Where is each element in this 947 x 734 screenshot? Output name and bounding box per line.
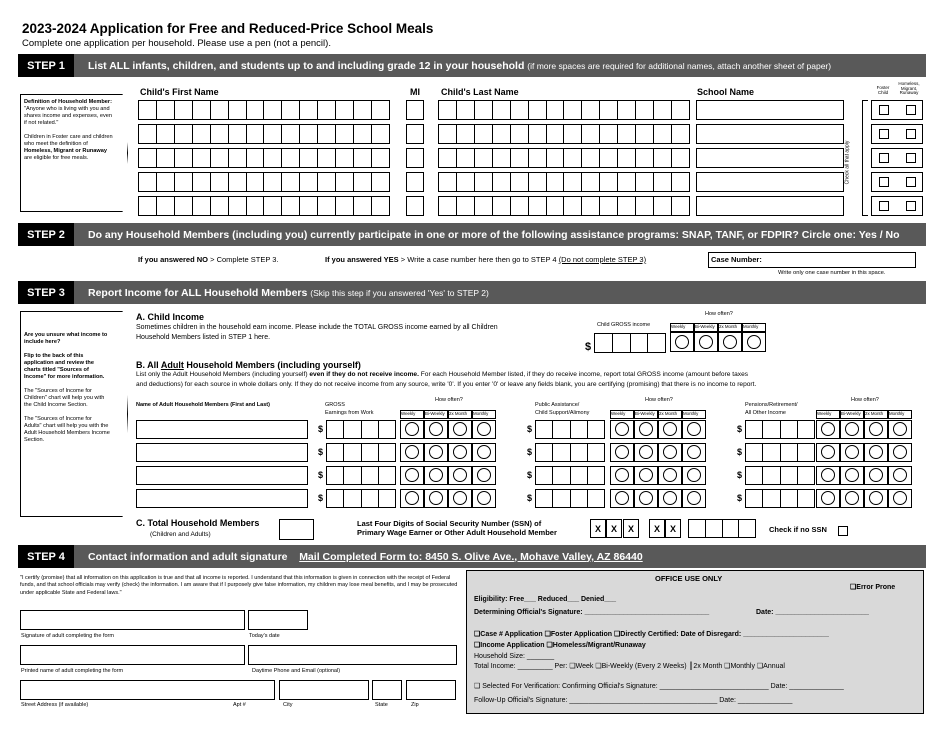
apt-label: Apt # (233, 702, 246, 708)
step2-yes-instruction: If you answered YES > Write a case number here then go to STEP 4 (Do not complete STEP 3) (325, 255, 647, 264)
step4-label: STEP 4 (18, 545, 74, 568)
child-frequency-option[interactable] (699, 335, 713, 349)
gross-earnings-freq-option[interactable] (453, 445, 467, 459)
child-last-name-input[interactable] (438, 172, 690, 192)
pension-other-freq-option[interactable] (821, 422, 835, 436)
step1-label: STEP 1 (18, 54, 74, 77)
gross-earnings-freq-label: Monthly (473, 411, 489, 416)
pension-other-freq-label: Bi-Weekly (841, 411, 861, 416)
page-subtitle: Complete one application per household. Please use a pen (not a pencil). (22, 38, 331, 49)
public-assistance-freq-label: Bi-Weekly (635, 411, 655, 416)
child-first-name-input[interactable] (138, 148, 390, 168)
zip-label: Zip (411, 702, 419, 708)
street-address-label: Street Address (if available) (21, 702, 89, 708)
printed-name-label: Printed name of adult completing the form (21, 668, 124, 674)
pension-other-freq-option[interactable] (845, 468, 859, 482)
gross-earnings-freq-label: Bi-Weekly (425, 411, 445, 416)
gross-earnings-freq-option[interactable] (429, 491, 443, 505)
check-all-that-apply: Check all that apply (844, 140, 851, 185)
public-assistance-freq-option[interactable] (687, 445, 701, 459)
pension-other-freq-label: 2x Month (865, 411, 884, 416)
adult-income-title: B. All Adult Household Members (including yourself) (136, 360, 361, 370)
step3-bar (18, 281, 926, 304)
public-assistance-freq-option[interactable] (687, 422, 701, 436)
step3-label: STEP 3 (18, 281, 74, 304)
child-last-name-input[interactable] (438, 148, 690, 168)
gross-earnings-amount-input[interactable] (326, 466, 396, 485)
col-last-name: Child's Last Name (441, 87, 519, 97)
gross-earnings-freq-option[interactable] (429, 422, 443, 436)
gross-earnings-freq-option[interactable] (477, 445, 491, 459)
homeless-checkbox[interactable] (906, 129, 916, 139)
child-last-name-input[interactable] (438, 100, 690, 120)
step2-text: Do any Household Members (including you) currently participate in one or more of the following assistance programs: SNAP, TANF, or FDPIR? Circle one: Yes / No (88, 228, 900, 241)
city-label: City (283, 702, 293, 708)
public-assistance-freq-option[interactable] (639, 491, 653, 505)
street-address-field[interactable] (20, 680, 275, 700)
public-assistance-dollar: $ (527, 447, 533, 457)
pension-other-freq-option[interactable] (869, 445, 883, 459)
step2-no-instruction: If you answered NO > Complete STEP 3. (138, 255, 279, 264)
office-selected: ❑ Selected For Verification: Confirming Official's Signature: ____________________________ Date: ______________ (474, 683, 844, 690)
child-mi-input[interactable] (406, 100, 424, 120)
total-members-input[interactable] (279, 519, 314, 540)
gross-earnings-freq-option[interactable] (477, 468, 491, 482)
homeless-checkbox[interactable] (906, 105, 916, 115)
public-assistance-amount-input[interactable] (535, 420, 605, 439)
public-assistance-amount-input[interactable] (535, 466, 605, 485)
pension-other-freq-label: Weekly (817, 411, 832, 416)
child-income-text2: Household Members listed in STEP 1 here. (136, 334, 271, 341)
public-assistance-freq-option[interactable] (615, 445, 629, 459)
pension-other-freq-option[interactable] (893, 422, 907, 436)
child-last-name-input[interactable] (438, 196, 690, 216)
adult-income-text1: List only the Adult Household Members (including yourself) even if they do not receive income. For each Household Member listed, if they do receive income, report total GROSS income (amount before taxes (136, 371, 749, 378)
child-mi-input[interactable] (406, 196, 424, 216)
step3-side-text: Are you unsure what income to include here? Flip to the back of this application and review the charts titled "Sources of Income" for more information. The "Sources of Income for Children" chart will help you with the Child Income Section. The "Sources of Income for Adults" chart will help you with the Adult Household Members Income Section. (24, 332, 110, 443)
office-household-size: Household Size: _______ (474, 653, 555, 660)
gross-earnings-freq-option[interactable] (453, 422, 467, 436)
pension-other-amount-input[interactable] (745, 420, 815, 439)
office-determining: Determining Official's Signature: ________________________________ (474, 609, 710, 616)
child-how-often-label: How often? (705, 311, 733, 317)
mail-address: Mail Completed Form to: 8450 S. Olive Ave., Mohave Valley, AZ 86440 (299, 550, 643, 563)
state-field[interactable] (372, 680, 402, 700)
ssn-masked-digit: X (623, 519, 639, 538)
public-assistance-freq-option[interactable] (639, 445, 653, 459)
col-school-name: School Name (697, 87, 755, 97)
gross-earnings-freq-option[interactable] (405, 468, 419, 482)
gross-earnings-freq-option[interactable] (429, 468, 443, 482)
foster-child-checkbox[interactable] (879, 201, 889, 211)
homeless-checkbox[interactable] (906, 153, 916, 163)
zip-field[interactable] (406, 680, 456, 700)
child-frequency-option[interactable] (723, 335, 737, 349)
public-assistance-freq-option[interactable] (639, 422, 653, 436)
public-assistance-freq-option[interactable] (615, 491, 629, 505)
child-first-name-input[interactable] (138, 196, 390, 216)
school-name-input[interactable] (696, 124, 844, 144)
pension-other-freq-option[interactable] (893, 468, 907, 482)
child-dollar: $ (585, 341, 592, 353)
gross-earnings-how-often: How often? (435, 397, 463, 403)
public-col-a: Public Assistance/ (535, 402, 580, 408)
certify-text: "I certify (promise) that all information on this application is true and that all income is reported. I understand that this information is given in connection with the receipt of Federal funds, and that school officials may verify (check) the information. I am aware that if I purposely give false information, my children may lose meal benefits, and I may be prosecuted under applicable State and Federal laws." (20, 575, 458, 596)
gross-earnings-amount-input[interactable] (326, 420, 396, 439)
gross-earnings-amount-input[interactable] (326, 489, 396, 508)
gross-earnings-dollar: $ (318, 447, 324, 457)
pension-other-freq-option[interactable] (893, 491, 907, 505)
school-name-input[interactable] (696, 100, 844, 120)
public-assistance-how-often: How often? (645, 397, 673, 403)
total-members-sub: (Children and Adults) (150, 531, 211, 538)
gross-earnings-dollar: $ (318, 493, 324, 503)
foster-child-checkbox[interactable] (879, 177, 889, 187)
public-assistance-freq-label: Weekly (611, 411, 626, 416)
public-assistance-freq-option[interactable] (639, 468, 653, 482)
child-first-name-input[interactable] (138, 100, 390, 120)
pension-col-a: Pensions/Retirement/ (745, 402, 798, 408)
child-first-name-input[interactable] (138, 172, 390, 192)
todays-date-label: Today's date (249, 633, 280, 639)
gross-earnings-freq-option[interactable] (477, 422, 491, 436)
child-frequency-header-label: Bi-Weekly (695, 324, 715, 329)
gross-col-a: GROSS (325, 402, 345, 408)
step3-text: Report Income for ALL Household Members (88, 286, 308, 299)
child-frequency-option[interactable] (747, 335, 761, 349)
public-assistance-dollar: $ (527, 493, 533, 503)
col-foster-child: Foster Child (876, 85, 890, 95)
pension-other-freq-option[interactable] (893, 445, 907, 459)
ssn-masked-digit: X (606, 519, 622, 538)
step3-note: (Skip this step if you answered 'Yes' to STEP 2) (310, 287, 489, 298)
pension-other-freq-option[interactable] (869, 422, 883, 436)
public-assistance-dollar: $ (527, 470, 533, 480)
child-frequency-header-label: Weekly (671, 324, 686, 329)
pension-other-freq-option[interactable] (821, 491, 835, 505)
adult-name-input[interactable] (136, 489, 308, 508)
child-gross-input[interactable] (594, 333, 666, 353)
pension-other-dollar: $ (737, 493, 743, 503)
child-frequency-header-label: Monthly (743, 324, 759, 329)
adult-name-input[interactable] (136, 420, 308, 439)
pension-other-dollar: $ (737, 424, 743, 434)
ssn-last-four-input[interactable] (688, 519, 756, 538)
signature-field[interactable] (20, 610, 245, 630)
school-name-input[interactable] (696, 196, 844, 216)
child-income-text1: Sometimes children in the household earn income. Please include the TOTAL GROSS income earned by all Children (136, 324, 498, 331)
public-assistance-amount-input[interactable] (535, 443, 605, 462)
public-assistance-freq-option[interactable] (687, 491, 701, 505)
pension-other-dollar: $ (737, 447, 743, 457)
pension-other-amount-input[interactable] (745, 466, 815, 485)
gross-earnings-freq-option[interactable] (477, 491, 491, 505)
gross-earnings-freq-option[interactable] (429, 445, 443, 459)
homeless-checkbox[interactable] (906, 201, 916, 211)
step1-definition: Definition of Household Member: "Anyone who is living with you and shares income and expenses, even if not related." Children in Foster care and children who meet the definition of Homeless, Migrant or Runaway are eligible for free meals. (24, 99, 113, 161)
adult-name-input[interactable] (136, 466, 308, 485)
page-title: 2023-2024 Application for Free and Reduced-Price School Meals (22, 21, 434, 36)
office-line2: ❑Income Application ❑Homeless/Migrant/Runaway (474, 642, 646, 649)
check-all-bracket (862, 100, 868, 216)
case-number-note: Write only one case number in this space. (778, 270, 886, 276)
office-followup: Follow-Up Official's Signature: ______________________________________ Date: ______________ (474, 697, 793, 704)
child-first-name-input[interactable] (138, 124, 390, 144)
pension-other-freq-option[interactable] (821, 445, 835, 459)
foster-child-checkbox[interactable] (879, 153, 889, 163)
step2-label: STEP 2 (18, 223, 74, 246)
child-income-title: A. Child Income (136, 312, 205, 322)
foster-child-checkbox[interactable] (879, 105, 889, 115)
ssn-masked-digit: X (665, 519, 681, 538)
school-name-input[interactable] (696, 148, 844, 168)
signature-label: Signature of adult completing the form (21, 633, 114, 639)
step4-text: Contact information and adult signature (88, 550, 288, 563)
gross-col-b: Earnings from Work (325, 410, 374, 416)
pension-other-amount-input[interactable] (745, 489, 815, 508)
pension-other-how-often: How often? (851, 397, 879, 403)
public-assistance-amount-input[interactable] (535, 489, 605, 508)
adult-name-col: Name of Adult Household Members (First and Last) (136, 402, 270, 408)
adult-income-text2: and deductions) for each source in whole dollars only. If they do not receive income from any source, write '0'. If you enter '0' or leave any fields blank, you are certifying (promising) that there is no income to report. (136, 381, 757, 388)
child-gross-label: Child GROSS income (597, 322, 651, 328)
office-line1: ❑Case # Application ❑Foster Application ❑Directly Certified: Date of Disregard: ______________________ (474, 631, 829, 638)
pension-other-freq-label: Monthly (889, 411, 905, 416)
no-ssn-checkbox[interactable] (838, 526, 848, 536)
pension-other-amount-input[interactable] (745, 443, 815, 462)
public-col-b: Child Support/Alimony (535, 410, 590, 416)
pension-other-freq-option[interactable] (845, 491, 859, 505)
city-field[interactable] (279, 680, 369, 700)
child-mi-input[interactable] (406, 148, 424, 168)
public-assistance-freq-label: 2x Month (659, 411, 678, 416)
case-number-label: Case Number: (711, 255, 762, 264)
gross-earnings-freq-option[interactable] (405, 445, 419, 459)
gross-earnings-freq-option[interactable] (405, 491, 419, 505)
office-title: OFFICE USE ONLY (655, 574, 723, 583)
ssn-masked-digit: X (590, 519, 606, 538)
child-last-name-input[interactable] (438, 124, 690, 144)
school-name-input[interactable] (696, 172, 844, 192)
todays-date-field[interactable] (248, 610, 308, 630)
child-mi-input[interactable] (406, 172, 424, 192)
gross-earnings-dollar: $ (318, 470, 324, 480)
gross-earnings-freq-option[interactable] (405, 422, 419, 436)
phone-email-label: Daytime Phone and Email (optional) (252, 668, 341, 674)
public-assistance-freq-option[interactable] (687, 468, 701, 482)
pension-other-freq-option[interactable] (869, 491, 883, 505)
total-members-title: C. Total Household Members (136, 518, 260, 528)
ssn-masked-digit: X (649, 519, 665, 538)
printed-name-field[interactable] (20, 645, 245, 665)
col-homeless: Homeless, Migrant, Runaway (898, 81, 920, 95)
public-assistance-freq-label: Monthly (683, 411, 699, 416)
office-eligibility: Eligibility: Free___ Reduced___ Denied___ (474, 596, 617, 603)
gross-earnings-amount-input[interactable] (326, 443, 396, 462)
step1-text: List ALL infants, children, and students up to and including grade 12 in your household (88, 59, 525, 72)
pension-other-freq-option[interactable] (845, 445, 859, 459)
public-assistance-freq-option[interactable] (663, 422, 677, 436)
public-assistance-freq-option[interactable] (663, 468, 677, 482)
child-frequency-option[interactable] (675, 335, 689, 349)
pension-other-freq-option[interactable] (821, 468, 835, 482)
pension-other-freq-option[interactable] (845, 422, 859, 436)
public-assistance-freq-option[interactable] (663, 491, 677, 505)
pension-other-freq-option[interactable] (869, 468, 883, 482)
state-label: State (375, 702, 388, 708)
step1-note: (if more spaces are required for additional names, attach another sheet of paper) (527, 60, 832, 71)
adult-name-input[interactable] (136, 443, 308, 462)
step1-bar (18, 54, 926, 77)
pension-other-dollar: $ (737, 470, 743, 480)
step4-bar (18, 545, 926, 568)
pension-col-b: All Other Income (745, 410, 786, 416)
phone-email-field[interactable] (248, 645, 457, 665)
foster-child-checkbox[interactable] (879, 129, 889, 139)
no-ssn-label: Check if no SSN (769, 525, 827, 534)
ssn-label-a: Last Four Digits of Social Security Number (SSN) of (357, 519, 542, 528)
child-mi-input[interactable] (406, 124, 424, 144)
public-assistance-dollar: $ (527, 424, 533, 434)
gross-earnings-freq-option[interactable] (453, 468, 467, 482)
child-frequency-header-label: 2x Month (719, 324, 738, 329)
public-assistance-freq-option[interactable] (615, 422, 629, 436)
gross-earnings-freq-label: 2x Month (449, 411, 468, 416)
office-total-income: Total Income: _________ Per: ❑Week ❑Bi-Weekly (Every 2 Weeks) ║2x Month ❑Monthly ❑Annual (474, 663, 785, 670)
gross-earnings-freq-label: Weekly (401, 411, 416, 416)
public-assistance-freq-option[interactable] (663, 445, 677, 459)
gross-earnings-dollar: $ (318, 424, 324, 434)
homeless-checkbox[interactable] (906, 177, 916, 187)
step2-bar (18, 223, 926, 246)
gross-earnings-freq-option[interactable] (453, 491, 467, 505)
ssn-label-b: Primary Wage Earner or Other Adult Household Member (357, 528, 557, 537)
office-error-prone: ❑Error Prone (850, 584, 896, 591)
public-assistance-freq-option[interactable] (615, 468, 629, 482)
col-first-name: Child's First Name (140, 87, 219, 97)
office-date1: Date: ________________________ (756, 609, 869, 616)
col-mi: MI (410, 87, 420, 97)
